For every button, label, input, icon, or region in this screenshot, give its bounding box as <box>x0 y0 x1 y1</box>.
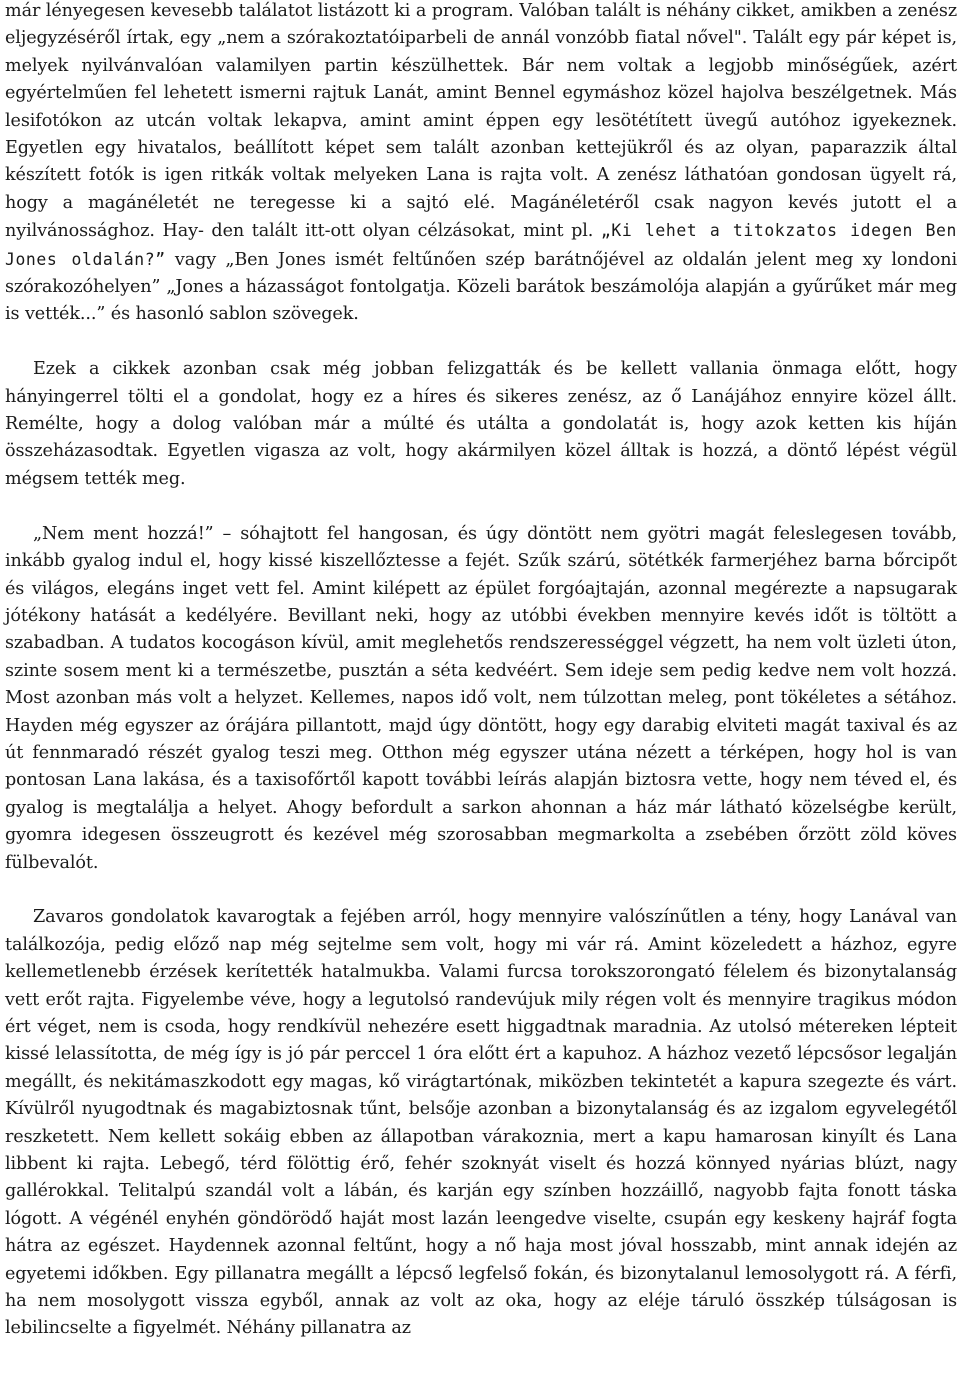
paragraph-3 <box>5 521 957 877</box>
document-page <box>5 0 957 1370</box>
paragraph-1-quote-mono: „Ki lehet a titokzatos idegen Ben Jones oldalán?” <box>5 221 957 269</box>
paragraph-2 <box>5 356 957 493</box>
paragraph-2-text: Ezek a cikkek azonban csak még jobban felizgatták és be kellett vallania önmaga előtt, hogy hányingerrel tölti el a gondolat, hogy ez a híres és sikeres zenész, az ő Lanájához ennyire közel állt. Remélte, hogy a dolog valóban már a múlté és utálta a gondolatát is, hogy azok ketten kis híján összeházasodtak. Egyetlen vigasza az volt, hogy akármilyen közel álltak is hozzá, a döntő lépést végül mégsem tették meg. <box>5 359 957 489</box>
paragraph-1 <box>5 0 957 329</box>
paragraph-4-text: Zavaros gondolatok kavarogtak a fejében arról, hogy mennyire valószínűtlen a tény, hogy Lanával van találkozója, pedig előző nap még sejtelme sem volt, hogy mi vár rá. Amint közeledett a házhoz, egyre kellemetlenebb érzések kerítették hatalmukba. Valami furcsa torokszorongató félelem és bizonytalanság vett erőt rajta. Figyelembe véve, hogy a legutolsó randevújuk mily régen volt és mennyire tragikus módon ért véget, nem is csoda, hogy rendkívül nehezére esett higgadtnak maradnia. Az utolsó métereken lépteit kissé lelassította, de még így is jó pár perccel 1 óra előtt ért a kapuhoz. A házhoz vezető lépcsősor legalján megállt, és nekitámaszkodott egy magas, kő virágtartónak, miközben tekintetét a kapura szegezte és várt. Kívülről nyugodtnak és magabiztosnak tűnt, belsője azonban a bizonytalanság és az izgalom egyvelegétől reszketett. Nem kellett sokáig ebben az állapotban várakoznia, mert a kapu hamarosan kinyílt és Lana libbent ki rajta. Lebegő, térd fölöttig érő, fehér szoknyát viselt és hozzá könnyed nyárias blúzt, nagy gallérokkal. Telitalpú szandál volt a lábán, és karján egy színben hozzáillő, nagyobb fajta fonott táska lógott. A végénél enyhén göndörödő haját most lazán leengedve viselte, csupán egy keskeny hajráf fogta hátra az egészet. Haydennek azonnal feltűnt, hogy a nő haja most jóval hosszabb, mint annak idején az egyetemi időkben. Egy pillanatra megállt a lépcső legfelső fokán, és bizonytalanul lemosolygott rá. A férfi, ha nem mosolygott vissza egyből, annak az volt az oka, hogy az eléje táruló összkép túlságosan is lebilincselte a figyelmét. Néhány pillanatra az <box>5 907 957 1339</box>
paragraph-1-text-b: vagy „Ben Jones ismét feltűnően szép barátnőjével az oldalán jelent meg xy londoni szórakozóhelyen” „Jones a házasságot fontolgatja. Közeli barátok beszámolója alapján a gyűrűket már meg is vették...” és hasonló sablon szövegek. <box>5 249 957 325</box>
paragraph-3-text: „Nem ment hozzá!” – sóhajtott fel hangosan, és úgy döntött nem gyötri magát feleslegesen tovább, inkább gyalog indul el, hogy kissé kiszellőztesse a fejét. Szűk szárú, sötétkék farmerjéhez barna bőrcipőt és világos, elegáns inget vett fel. Amint kilépett az épület forgóajtaján, azonnal megérezte a napsugarak jótékony hatását a kedélyére. Bevillant neki, hogy az utóbbi években mennyire kevés időt is töltött a szabadban. A tudatos kocogáson kívül, amit meglehetős rendszerességgel végzett, ha nem volt üzleti úton, szinte sosem ment ki a természetbe, pusztán a séta kedvéért. Sem ideje sem pedig kedve nem volt hozzá. Most azonban más volt a helyzet. Kellemes, napos idő volt, nem túlzottan meleg, pont tökéletes a sétához. Hayden még egyszer az órájára pillantott, majd úgy döntött, hogy egy darabig elviteti magát taxival és az út fennmaradó részét gyalog teszi meg. Otthon még egyszer utána nézett a térképen, hogy hol is van pontosan Lana lakása, és a taxisofőrtől kapott további leírás alapján biztosra vette, hogy nem téved el, és gyalog is megtalálja a helyet. Ahogy befordult a sarkon ahonnan a ház már látható közelségbe került, gyomra idegesen összeugrott és kezével még szorosabban megmarkolta a zsebében őrzött zöld köves fülbevalót. <box>5 523 957 873</box>
paragraph-4 <box>5 904 957 1343</box>
paragraph-1-text-a: már lényegesen kevesebb találatot listázott ki a program. Valóban talált is néhány cikket, amikben a zenész eljegyzéséről írtak, egy „nem a szórakoztatóiparbeli de annál vonzóbb fiatal nővel". Talált egy pár képet is, melyek nyilvánvalóan valamilyen partin készülhettek. Bár nem voltak a legjobb minőségűek, azért egyértelműen fel lehetett ismerni rajtuk Lanát, amint Bennel egymáshoz közel hajolva beszélgetnek. Más lesifotókon az utcán voltak lekapva, amint amint éppen egy lesötétített üvegű autóhoz igyekeznek. Egyetlen egy hivatalos, beállított képet sem talált azonban kettejükről és az olyan, paparazzik által készített fotók is igen ritkák voltak melyeken Lana is rajta volt. A zenész láthatóan gondosan ügyelt rá, hogy a magánéletét ne teregesse ki a sajtó elé. Magánéletéről csak nagyon kevés jutott el a nyilvánossághoz. Hay- den talált itt-ott olyan célzásokat, mint pl. <box>5 1 957 242</box>
